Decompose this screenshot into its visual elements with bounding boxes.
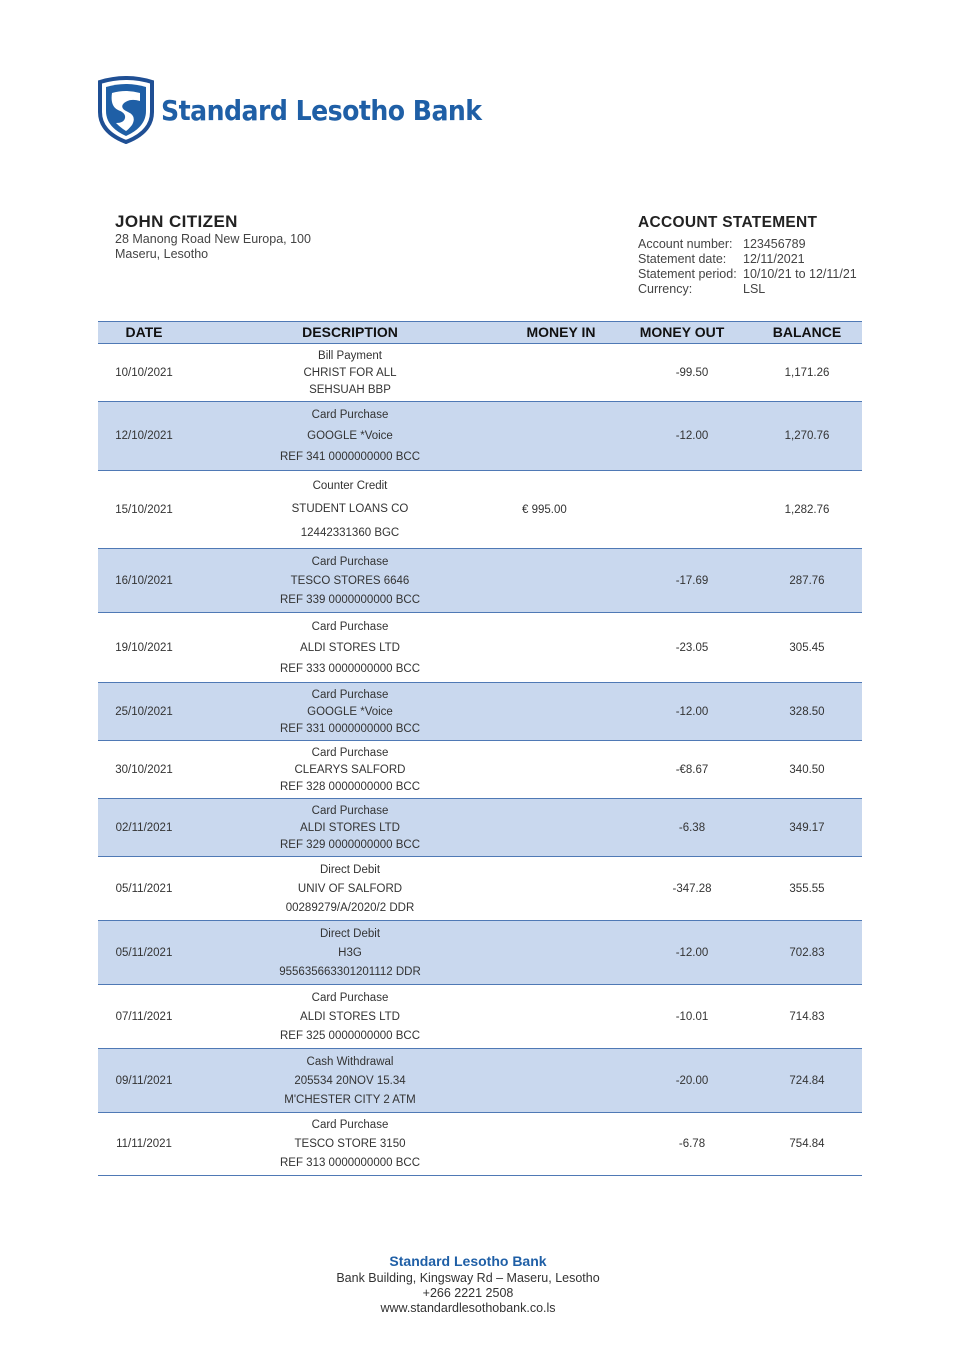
table-row (98, 857, 862, 921)
row-description-line: GOOGLE *Voice (307, 429, 393, 442)
row-description-line: REF 328 0000000000 BCC (279, 780, 420, 793)
row-money-out: -12.00 (675, 705, 709, 718)
row-date: 11/11/2021 (116, 1138, 172, 1150)
row-description (190, 799, 510, 856)
row-description-line: REF 329 0000000000 BCC (279, 838, 420, 851)
row-description (190, 683, 510, 740)
row-balance: 305.45 (789, 641, 825, 654)
statement-period-row (638, 267, 857, 282)
row-description-line: ALDI STORES LTD (300, 641, 400, 654)
row-description (190, 985, 510, 1048)
row-description-line: Card Purchase (311, 1119, 389, 1132)
row-money-out: -347.28 (672, 882, 712, 895)
table-row (98, 1113, 862, 1176)
row-balance: 1,282.76 (784, 503, 830, 516)
row-description-line: UNIV OF SALFORD (297, 882, 403, 895)
header-balance: BALANCE (772, 324, 842, 340)
row-description-line: 205534 20NOV 15.34 (294, 1074, 406, 1087)
row-description-line: Card Purchase (311, 555, 389, 568)
row-description-line: REF 331 0000000000 BCC (279, 722, 420, 735)
header-money-out: MONEY OUT (639, 324, 725, 340)
row-date: 09/11/2021 (115, 1074, 173, 1087)
table-body (98, 344, 862, 1176)
row-money-out: -23.05 (675, 641, 709, 654)
row-description (190, 613, 510, 682)
row-date: 10/10/2021 (115, 366, 173, 379)
header-date: DATE (125, 324, 163, 340)
row-description-line: H3G (338, 946, 362, 959)
customer-name: JOHN CITIZEN (115, 212, 238, 231)
row-balance: 349.17 (789, 821, 825, 834)
row-description-line: Card Purchase (311, 409, 389, 422)
currency-value: LSL (743, 282, 766, 296)
row-date: 25/10/2021 (115, 705, 173, 718)
row-date: 15/10/2021 (115, 503, 173, 516)
account-number-row (638, 237, 857, 252)
row-balance: 754.84 (789, 1138, 825, 1150)
table-row (98, 683, 862, 741)
row-balance: 1,270.76 (784, 430, 830, 442)
row-description-line: Card Purchase (311, 746, 389, 759)
row-description-line: 00289279/A/2020/2 DDR (285, 901, 415, 914)
header-money-in: MONEY IN (526, 324, 596, 340)
table-row (98, 985, 862, 1049)
footer-address: Bank Building, Kingsway Rd – Maseru, Lesotho (336, 1271, 600, 1285)
row-description (190, 549, 510, 612)
footer (0, 1254, 936, 1316)
statement-date-row (638, 252, 857, 267)
row-description-line: M'CHESTER CITY 2 ATM (284, 1093, 416, 1106)
row-description-line: Cash Withdrawal (306, 1055, 394, 1068)
table-row (98, 549, 862, 613)
row-description-line: SEHSUAH BBP (309, 383, 391, 396)
footer-bank-name: Standard Lesotho Bank (389, 1253, 547, 1269)
row-balance: 340.50 (789, 763, 825, 776)
header-description: DESCRIPTION (302, 324, 398, 340)
row-description-line: REF 325 0000000000 BCC (279, 1029, 420, 1042)
row-description-line: Card Purchase (311, 804, 389, 817)
row-description-line: ALDI STORES LTD (300, 821, 400, 834)
footer-phone: +266 2221 2508 (422, 1286, 514, 1300)
statement-period-value: 10/10/21 to 12/11/21 (743, 267, 857, 281)
table-row (98, 344, 862, 402)
statement-date-value: 12/11/2021 (743, 252, 805, 266)
row-balance: 1,171.26 (784, 366, 830, 379)
shield-logo-icon (97, 76, 155, 144)
row-balance: 328.50 (789, 705, 825, 718)
row-description (190, 402, 510, 470)
row-description-line: REF 333 0000000000 BCC (279, 662, 420, 675)
row-description-line: Card Purchase (311, 688, 389, 701)
row-description-line: STUDENT LOANS CO (291, 503, 409, 516)
account-number-value: 123456789 (743, 237, 806, 251)
row-money-out: -20.00 (675, 1074, 709, 1087)
row-description-line: REF 313 0000000000 BCC (279, 1156, 420, 1169)
statement-date-label: Statement date: (638, 252, 727, 266)
row-description (190, 344, 510, 401)
currency-row (638, 282, 857, 297)
statement-title: ACCOUNT STATEMENT (638, 214, 818, 231)
transactions-table (98, 321, 862, 1176)
customer-address-line2: Maseru, Lesotho (115, 247, 209, 261)
bank-logo (97, 76, 517, 144)
row-description-line: Direct Debit (319, 863, 381, 876)
row-description-line: GOOGLE *Voice (307, 705, 393, 718)
table-row (98, 799, 862, 857)
row-description-line: CHRIST FOR ALL (303, 366, 397, 379)
row-date: 05/11/2021 (115, 946, 173, 959)
row-description-line: REF 339 0000000000 BCC (279, 593, 420, 606)
row-date: 05/11/2021 (115, 882, 173, 895)
row-description-line: TESCO STORE 3150 (294, 1137, 406, 1150)
row-description (190, 471, 510, 548)
row-money-out: -€8.67 (675, 763, 709, 776)
currency-label: Currency: (638, 282, 693, 296)
row-description-line: Bill Payment (318, 349, 382, 362)
row-description-line: Card Purchase (311, 620, 389, 633)
customer-address-line1: 28 Manong Road New Europa, 100 (115, 232, 311, 246)
table-row (98, 402, 862, 471)
row-balance: 724.84 (789, 1074, 825, 1087)
statement-period-label: Statement period: (638, 267, 737, 281)
row-description-line: Card Purchase (311, 991, 389, 1004)
row-description (190, 1113, 510, 1175)
row-balance: 714.83 (789, 1010, 825, 1023)
row-balance: 287.76 (789, 574, 825, 587)
row-description-line: TESCO STORES 6646 (290, 574, 410, 587)
footer-website: www.standardlesothobank.co.ls (380, 1301, 556, 1315)
row-date: 16/10/2021 (115, 574, 173, 587)
row-description-line: CLEARYS SALFORD (294, 763, 406, 776)
row-money-in: € 995.00 (522, 503, 567, 516)
table-row (98, 471, 862, 549)
row-date: 07/11/2021 (115, 1010, 173, 1023)
bank-name: Standard Lesotho Bank (161, 93, 482, 127)
row-date: 12/10/2021 (115, 430, 173, 442)
table-row (98, 741, 862, 799)
row-money-out: -99.50 (675, 366, 709, 379)
row-date: 19/10/2021 (115, 641, 173, 654)
row-description (190, 1049, 510, 1112)
row-date: 02/11/2021 (115, 821, 173, 834)
row-money-out: -10.01 (675, 1010, 709, 1023)
row-money-out: -6.38 (678, 821, 706, 834)
row-description-line: Counter Credit (312, 479, 388, 492)
row-description (190, 857, 510, 920)
row-description (190, 741, 510, 798)
account-number-label: Account number: (638, 237, 733, 251)
row-description (190, 921, 510, 984)
row-money-out: -6.78 (678, 1138, 706, 1150)
row-description-line: Direct Debit (319, 927, 381, 940)
row-date: 30/10/2021 (115, 763, 173, 776)
statement-info (638, 214, 857, 297)
row-balance: 355.55 (789, 882, 825, 895)
row-description-line: 12442331360 BGC (300, 527, 400, 540)
table-row (98, 613, 862, 683)
row-money-out: -17.69 (675, 574, 709, 587)
row-balance: 702.83 (789, 946, 825, 959)
table-row (98, 921, 862, 985)
table-header (98, 321, 862, 344)
row-description-line: 955635663301201112 DDR (279, 965, 421, 978)
row-money-out: -12.00 (675, 946, 709, 959)
row-description-line: ALDI STORES LTD (300, 1010, 400, 1023)
row-money-out: -12.00 (675, 430, 709, 442)
row-description-line: REF 341 0000000000 BCC (279, 450, 420, 463)
customer-block (115, 214, 311, 262)
table-row (98, 1049, 862, 1113)
